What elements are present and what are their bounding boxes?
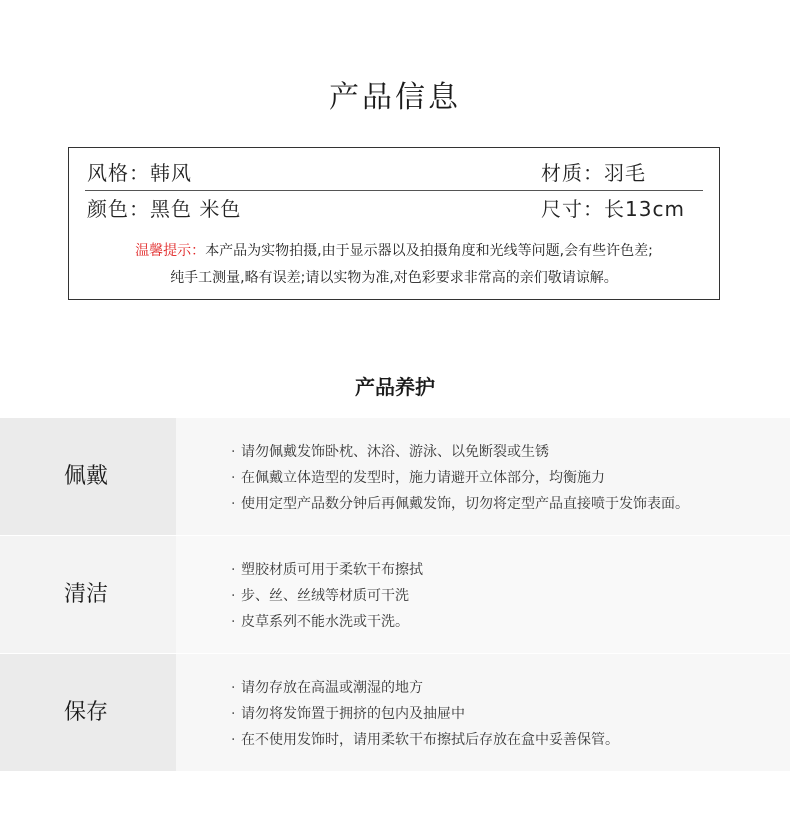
list-item	[231, 609, 423, 635]
tip-label: 温馨提示：	[135, 243, 206, 259]
bullet-icon: ·	[231, 706, 236, 722]
bullet-icon: ·	[231, 588, 236, 604]
list-item	[231, 727, 619, 753]
tip-text-1: 本产品为实物拍摄,由于显示器以及拍摄角度和光线等问题,会有些许色差;	[205, 243, 653, 259]
list-item-text: 塑胶材质可用于柔软干布擦拭	[241, 562, 423, 578]
bullet-icon: ·	[231, 614, 236, 630]
care-label-storage: 保存	[64, 700, 109, 725]
color-value: 颜色：黑色 米色	[87, 197, 242, 221]
list-item-text: 步、丝、丝绒等材质可干洗	[241, 588, 409, 604]
bullet-icon: ·	[231, 444, 236, 460]
list-item-text: 在佩戴立体造型的发型时，施力请避开立体部分，均衡施力	[241, 470, 605, 486]
list-item	[231, 557, 423, 583]
list-item	[231, 701, 619, 727]
list-item-text: 请勿佩戴发饰卧枕、沐浴、游泳、以免断裂或生锈	[241, 444, 549, 460]
bullet-icon: ·	[231, 680, 236, 696]
care-list	[231, 439, 689, 517]
bullet-icon: ·	[231, 732, 236, 748]
list-item	[231, 465, 689, 491]
care-body	[176, 418, 790, 535]
list-item	[231, 491, 689, 517]
product-care-title: 产品养护	[355, 375, 435, 399]
info-row-style-material	[85, 156, 703, 191]
info-row-color-size	[85, 192, 703, 226]
material-value: 材质：羽毛	[541, 161, 646, 185]
care-section-wearing	[0, 418, 790, 535]
care-body	[176, 654, 790, 771]
care-list	[231, 675, 619, 753]
bullet-icon: ·	[231, 562, 236, 578]
bullet-icon: ·	[231, 496, 236, 512]
care-label-cell	[0, 654, 176, 771]
care-body	[176, 536, 790, 653]
care-label-wearing: 佩戴	[64, 464, 109, 489]
care-label-cell	[0, 418, 176, 535]
bullet-icon: ·	[231, 470, 236, 486]
tip-text-2: 纯手工测量,略有误差;请以实物为准,对色彩要求非常高的亲们敬请谅解。	[170, 270, 618, 286]
list-item-text: 请勿将发饰置于拥挤的包内及抽屉中	[241, 706, 465, 722]
list-item-text: 皮草系列不能水洗或干洗。	[241, 614, 409, 630]
care-section-cleaning	[0, 536, 790, 653]
care-label-cleaning: 清洁	[64, 582, 109, 607]
size-value: 尺寸：长13cm	[541, 197, 685, 221]
list-item-text: 使用定型产品数分钟后再佩戴发饰，切勿将定型产品直接喷于发饰表面。	[241, 496, 689, 512]
care-list	[231, 557, 423, 635]
tip-notice	[69, 238, 719, 292]
care-label-cell	[0, 536, 176, 653]
style-value: 风格：韩风	[87, 161, 192, 185]
care-section-storage	[0, 654, 790, 771]
list-item-text: 在不使用发饰时，请用柔软干布擦拭后存放在盒中妥善保管。	[241, 732, 619, 748]
list-item	[231, 583, 423, 609]
product-info-box	[68, 147, 720, 300]
list-item	[231, 439, 689, 465]
tip-line-1	[69, 238, 719, 265]
list-item-text: 请勿存放在高温或潮湿的地方	[241, 680, 423, 696]
list-item	[231, 675, 619, 701]
product-info-title: 产品信息	[329, 80, 461, 115]
